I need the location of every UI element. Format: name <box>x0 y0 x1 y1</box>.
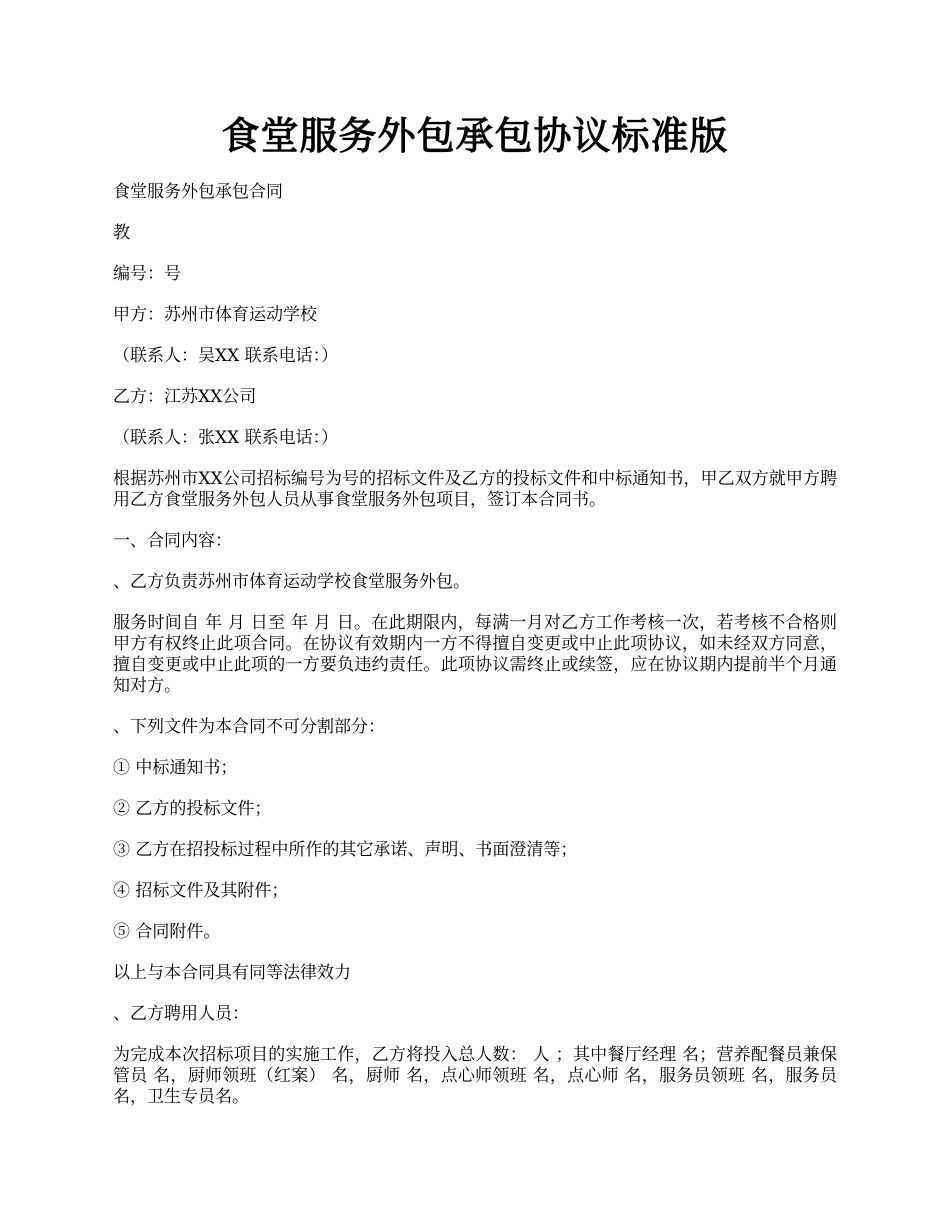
staffing-paragraph: 为完成本次招标项目的实施工作，乙方将投入总人数： 人 ；其中餐厅经理 名；营养配餐员兼保管员 名，厨师领班（红案） 名，厨师 名，点心师领班 名，点心师 名，服务员领班 名，服务员 名，卫生专员名。 <box>113 1045 837 1107</box>
section-heading: 一、合同内容： <box>113 531 232 551</box>
clause-item: 、乙方负责苏州市体育运动学校食堂服务外包。 <box>113 572 470 592</box>
party-b: 乙方：江苏XX公司 <box>113 387 257 407</box>
list-item: ④ 招标文件及其附件； <box>113 881 289 901</box>
clause-item: 、乙方聘用人员： <box>113 1004 249 1024</box>
list-item: ⑤ 合同附件。 <box>113 922 221 942</box>
clause-item: 、下列文件为本合同不可分割部分： <box>113 717 385 737</box>
document-title: 食堂服务外包承包协议标准版 <box>221 113 729 158</box>
party-a-contact: （联系人：吴XX 联系电话：） <box>113 346 339 366</box>
paragraph: 教 <box>113 223 130 243</box>
list-item: ③ 乙方在招投标过程中所作的其它承诺、声明、书面澄清等； <box>113 840 578 860</box>
service-term-paragraph: 服务时间自 年 月 日至 年 月 日。在此期限内，每满一月对乙方工作考核一次，若考核不合格则甲方有权终止此项合同。在协议有效期内一方不得擅自变更或中止此项协议，如未经双方同意，擅自变更或中止此项的一方要负违约责任。此项协议需终止或续签，应在协议期内提前半个月通知对方。 <box>113 613 837 696</box>
paragraph: 以上与本合同具有同等法律效力 <box>113 963 351 983</box>
contract-number: 编号：号 <box>113 264 181 284</box>
list-item: ① 中标通知书； <box>113 758 238 778</box>
list-item: ② 乙方的投标文件； <box>113 799 272 819</box>
party-a: 甲方：苏州市体育运动学校 <box>113 305 317 325</box>
party-b-contact: （联系人：张XX 联系电话：） <box>113 428 339 448</box>
preamble-paragraph: 根据苏州市XX公司招标编号为号的招标文件及乙方的投标文件和中标通知书，甲乙双方就甲方聘用乙方食堂服务外包人员从事食堂服务外包项目，签订本合同书。 <box>113 469 837 510</box>
contract-subtitle: 食堂服务外包承包合同 <box>113 182 283 202</box>
